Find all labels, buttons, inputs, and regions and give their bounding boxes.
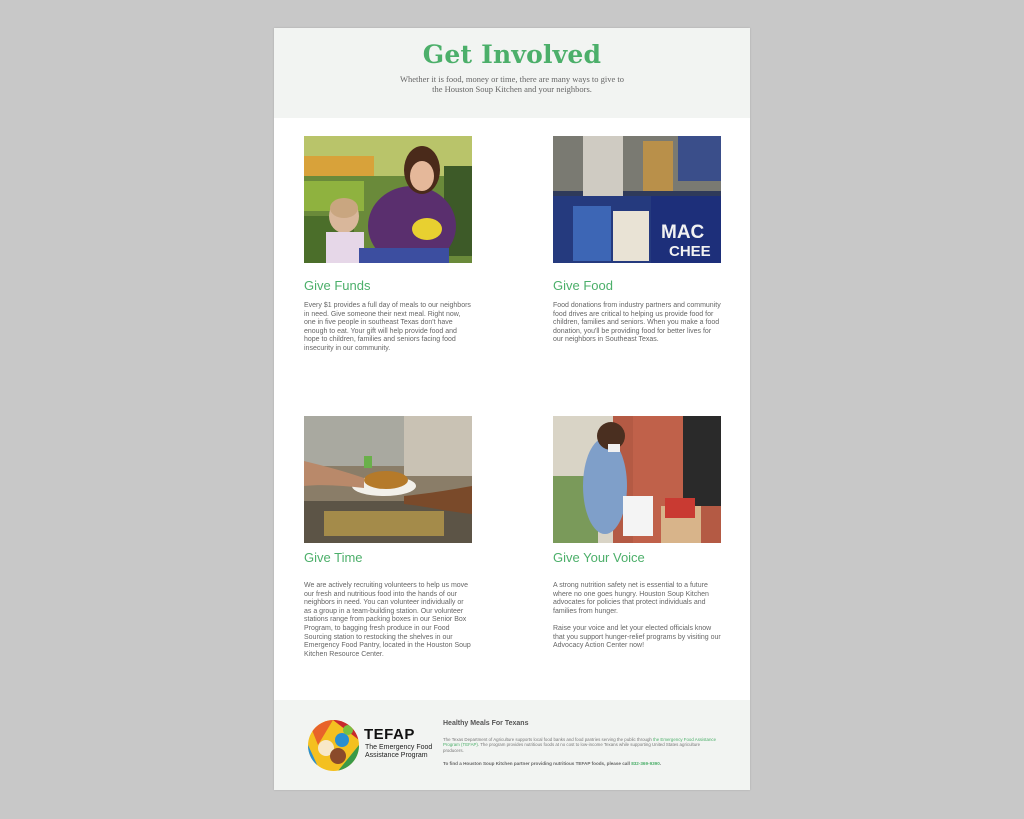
phone-link[interactable]: 832-369-9390	[631, 761, 660, 766]
footer-heading: Healthy Meals For Texans	[443, 720, 529, 727]
section-body	[304, 582, 472, 668]
flyer-page	[274, 28, 750, 790]
section-title: Give Your Voice	[553, 550, 645, 565]
section-title: Give Food	[553, 278, 613, 293]
logo-wordmark: TEFAP	[364, 726, 415, 743]
section-body	[553, 582, 721, 659]
svg-text:CHEE: CHEE	[669, 243, 711, 260]
page-subtitle: Whether it is food, money or time, there are many ways to give to the Houston Soup Kitchen and your neighbors.	[399, 74, 624, 94]
cta-end: .	[659, 761, 662, 766]
footer-description	[443, 737, 721, 753]
page-title: Get Involved	[422, 40, 602, 69]
section-paragraph: Food donations from industry partners and community food drives are critical to helping us provide food for children, families and seniors. When you make a food donation, you'll be providing food for better lives for our neighbors in Southeast Texas.	[553, 302, 721, 344]
tefap-program-link[interactable]: the Emergency Food Assistance Program (TEFAP)	[443, 737, 717, 748]
section-title: Give Funds	[304, 278, 371, 293]
section-paragraph: A strong nutrition safety net is essential to a future where no one goes hungry. Houston Soup Kitchen advocates for policies that protect individuals and families from hunger.	[553, 582, 709, 615]
serving-meal-photo	[304, 416, 472, 543]
section-paragraph: Every $1 provides a full day of meals to our neighbors in need. Give someone their next meal. Right now, one in five people in southeast Texas don't have enough to eat. Your gift will help provide food and hope to children, families and seniors facing food insecurity in our community.	[304, 302, 471, 352]
footer-call-to-action	[443, 761, 721, 766]
food-drive-boxes-photo	[553, 136, 721, 263]
section-title: Give Time	[304, 550, 363, 565]
footer-band	[274, 700, 750, 790]
section-paragraph: Raise your voice and let your elected officials know that you support hunger-relief programs by visiting our Advocacy Action Center now!	[553, 624, 721, 650]
footer-text: The Texas Department of Agriculture supports local food banks and food pantries serving the public through	[443, 737, 654, 742]
svg-text:MAC: MAC	[661, 222, 705, 243]
tefap-logo-icon	[308, 720, 359, 771]
section-paragraph: We are actively recruiting volunteers to help us move our fresh and nutritious food into the hands of our neighbors in need. You can volunteer individually or as a group in a team-building station. Our volunteer stations range from packing boxes in our Senior Box Program, to bagging fresh produce in our Food Sourcing station to restocking the shelves in our Emergency Food Pantry, located in the Houston Soup Kitchen Resource Center.	[304, 582, 471, 658]
section-body	[553, 302, 721, 354]
volunteer-packing-bags-photo	[553, 416, 721, 543]
footer-text: . The program provides nutritious foods at no cost to low-income Texans while supporting United States agriculture producers.	[443, 742, 701, 753]
logo-subtitle: The Emergency Food Assistance Program	[365, 744, 433, 759]
header-band	[274, 28, 750, 118]
section-body	[304, 302, 472, 362]
mother-child-grocery-photo	[304, 136, 472, 263]
cta-text: To find a Houston Soup Kitchen partner providing nutritious TEFAP foods, please call	[443, 761, 632, 766]
